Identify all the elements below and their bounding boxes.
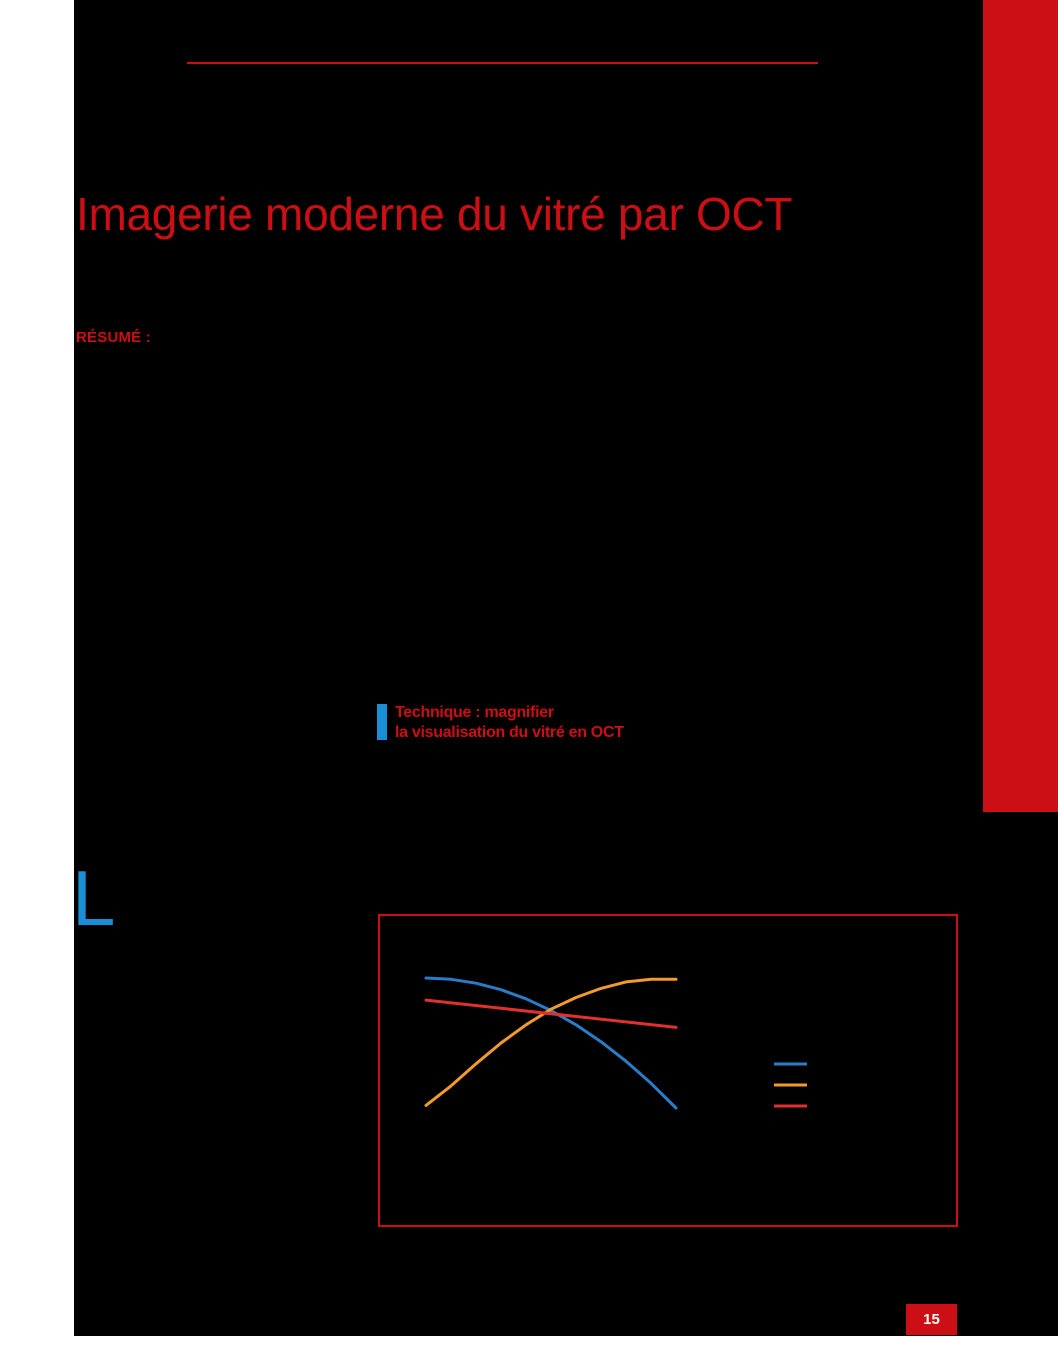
section-marker-bar — [377, 704, 387, 740]
series-line-2 — [426, 979, 676, 1105]
top-rule — [187, 62, 818, 64]
series-line-3 — [426, 1000, 676, 1027]
article-title: Imagerie moderne du vitré par OCT — [76, 188, 793, 240]
drop-cap: L — [72, 854, 116, 942]
section-heading-line-2: la visualisation du vitré en OCT — [395, 724, 624, 741]
figure-box — [378, 914, 958, 1227]
section-heading-line-1: Technique : magnifier — [395, 704, 554, 721]
series-line-1 — [426, 978, 676, 1108]
page-number: 15 — [906, 1304, 957, 1335]
line-chart — [380, 916, 956, 1225]
section-heading — [395, 703, 624, 743]
side-tab — [983, 0, 1058, 812]
resume-label: RÉSUMÉ : — [76, 329, 151, 346]
